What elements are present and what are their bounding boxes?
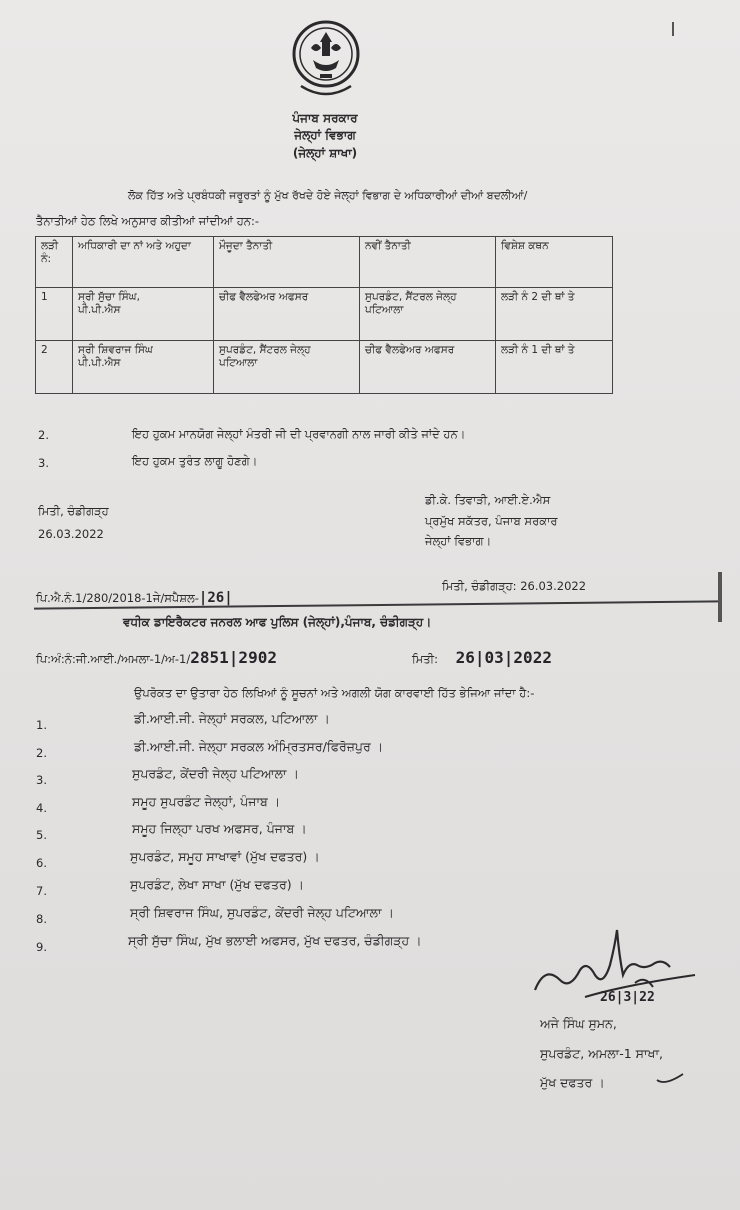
header-department: ਜੇਲ੍ਹਾਂ ਵਿਭਾਗ bbox=[294, 128, 356, 142]
cell-sr: 1 bbox=[36, 288, 73, 341]
header-branch: (ਜੇਲ੍ਹਾਂ ਸ਼ਾਖਾ) bbox=[292, 146, 358, 160]
officer-name: ਸ੍ਰੀ ਸ਼ਿਵਰਾਜ ਸਿੰਘ bbox=[78, 344, 153, 356]
memo-number-text: ਪਿ.ਐ.ਨੰ.1/280/2018-1ਜੇ/ਸਪੈਸ਼ਲ- bbox=[36, 591, 199, 605]
recipient-number: 8. bbox=[36, 912, 47, 926]
transfer-table bbox=[35, 236, 613, 394]
signatory-office-2: ਮੁੱਖ ਦਫਤਰ । bbox=[540, 1075, 605, 1090]
cell-current bbox=[214, 341, 360, 394]
new-posting: ਚੀਫ ਵੈਲਫੇਅਰ ਅਫਸਰ bbox=[365, 344, 455, 356]
cell-current bbox=[214, 288, 360, 341]
officer-designation: ਪੀ.ਪੀ.ਐਸ bbox=[78, 304, 121, 316]
signature-date-handwritten: 26|3|22 bbox=[600, 990, 655, 1005]
clause-3-text: ਇਹ ਹੁਕਮ ਤੁਰੰਤ ਲਾਗੂ ਹੋਣਗੇ। bbox=[132, 454, 258, 468]
place-label: ਮਿਤੀ, ਚੰਡੀਗੜ੍ਹ bbox=[38, 504, 109, 518]
endorsement-intro: ਉਪਰੋਕਤ ਦਾ ਉਤਾਰਾ ਹੇਠ ਲਿਖਿਆਂ ਨੂੰ ਸੂਚਨਾਂ ਅਤੇ ਅਗਲੀ ਯੋਗ ਕਾਰਵਾਈ ਹਿੱਤ ਭੇਜਿਆ ਜਾਂਦਾ ਹੈ:- bbox=[134, 686, 535, 700]
punjab-govt-emblem-icon bbox=[291, 18, 361, 104]
signatory-title-2: ਸੁਪਰਡੰਟ, ਅਮਲਾ-1 ਸਾਖਾ, bbox=[540, 1046, 664, 1061]
recipient-number: 2. bbox=[36, 746, 47, 760]
col-header-current: ਮੌਜੂਦਾ ਤੈਨਾਤੀ bbox=[214, 237, 360, 288]
signatory-name: ਡੀ.ਕੇ. ਤਿਵਾੜੀ, ਆਈ.ਏ.ਐਸ bbox=[425, 493, 551, 507]
officer-name: ਸ੍ਰੀ ਸੁੱਚਾ ਸਿੰਘ, bbox=[78, 291, 140, 303]
recipient-text: ਸੁਪਰਡੰਟ, ਲੇਖਾ ਸਾਖਾ (ਮੁੱਖ ਦਫਤਰ) । bbox=[130, 877, 304, 892]
cell-remark: ਲੜੀ ਨੰ 2 ਦੀ ਥਾਂ ਤੇ bbox=[496, 288, 613, 341]
cell-sr: 2 bbox=[36, 341, 73, 394]
clause-2-number: 2. bbox=[38, 428, 49, 442]
cell-remark: ਲੜੀ ਨੰ 1 ਦੀ ਥਾਂ ਤੇ bbox=[496, 341, 613, 394]
recipient-text: ਸ੍ਰੀ ਸੁੱਚਾ ਸਿੰਘ, ਮੁੱਖ ਭਲਾਈ ਅਫਸਰ, ਮੁੱਖ ਦਫਤਰ, ਚੰਡੀਗੜ੍ਹ । bbox=[128, 933, 422, 948]
memo-date: ਮਿਤੀ, ਚੰਡੀਗੜ੍ਹ: 26.03.2022 bbox=[442, 579, 587, 593]
recipient-text: ਸੁਪਰਡੰਟ, ਸਮੂਹ ਸਾਖਾਵਾਂ (ਮੁੱਖ ਦਫਤਰ) । bbox=[130, 849, 320, 864]
cell-new bbox=[360, 288, 496, 341]
endorsement-date-label: ਮਿਤੀ: bbox=[412, 652, 438, 666]
recipient-number: 4. bbox=[36, 801, 47, 815]
clause-3-number: 3. bbox=[38, 456, 49, 470]
endorsement-date-handwritten: 26|03|2022 bbox=[455, 648, 552, 667]
new-posting-2: ਪਟਿਆਲਾ bbox=[365, 304, 404, 316]
intro-line-2: ਤੈਨਾਤੀਆਂ ਹੇਠ ਲਿਖੇ ਅਨੁਸਾਰ ਕੀਤੀਆਂ ਜਾਂਦੀਆਂ ਹਨ:- bbox=[36, 214, 260, 228]
recipient-text: ਡੀ.ਆਈ.ਜੀ. ਜੇਲ੍ਹਾਂ ਸਰਕਲ, ਪਟਿਆਲਾ । bbox=[134, 711, 330, 726]
header-government: ਪੰਜਾਬ ਸਰਕਾਰ bbox=[292, 111, 358, 125]
col-header-new: ਨਵੀਂ ਤੈਨਾਤੀ bbox=[360, 237, 496, 288]
signatory-title: ਪ੍ਰਮੁੱਖ ਸਕੱਤਰ, ਪੰਜਾਬ ਸਰਕਾਰ bbox=[425, 514, 558, 528]
table-row bbox=[36, 288, 613, 341]
recipient-text: ਸ੍ਰੀ ਸ਼ਿਵਰਾਜ ਸਿੰਘ, ਸੁਪਰਡੰਟ, ਕੇਂਦਰੀ ਜੇਲ੍ਹ ਪਟਿਆਲਾ । bbox=[130, 905, 394, 920]
memo-number bbox=[36, 590, 233, 606]
recipient-number: 6. bbox=[36, 856, 47, 870]
cell-name bbox=[73, 288, 214, 341]
signatory-name-2: ਅਜੇ ਸਿੰਘ ਸੁਮਨ, bbox=[540, 1016, 617, 1031]
endorsement-ref-prefix: ਪਿ:ਅੰ:ਨੰ:ਜੀ.ਆਈ./ਅਮਲਾ-1/ਅ-1/ bbox=[36, 652, 191, 666]
intro-line-1: ਲੋਕ ਹਿੱਤ ਅਤੇ ਪ੍ਰਬੰਧਕੀ ਜਰੂਰਤਾਂ ਨੂੰ ਮੁੱਖ ਰੱਖਦੇ ਹੋਏ ਜੇਲ੍ਹਾਂ ਵਿਭਾਗ ਦੇ ਅਧਿਕਾਰੀਆਂ ਦੀਆਂ ਬਦਲੀਆਂ/ bbox=[128, 189, 528, 202]
endorsement-from: ਵਧੀਕ ਡਾਇਰੈਕਟਰ ਜਨਰਲ ਆਫ ਪੁਲਿਸ (ਜੇਲ੍ਹਾਂ),ਪੰਜਾਬ, ਚੰਡੀਗੜ੍ਹ। bbox=[123, 615, 432, 629]
table-header-row bbox=[36, 237, 613, 288]
endorsement-date bbox=[412, 648, 552, 667]
recipient-number: 9. bbox=[36, 940, 47, 954]
current-posting: ਸੁਪਰਡੰਟ, ਸੈਂਟਰਲ ਜੇਲ੍ਹ bbox=[219, 344, 311, 356]
scan-edge-mark bbox=[672, 22, 674, 36]
recipient-text: ਸਮੂਹ ਜਿਲ੍ਹਾ ਪਰਖ ਅਫਸਰ, ਪੰਜਾਬ । bbox=[132, 821, 307, 836]
new-posting: ਸੁਪਰਡੰਟ, ਸੈਂਟਰਲ ਜੇਲ੍ਹ bbox=[365, 291, 457, 303]
col-header-sr: ਲੜੀ ਨੰ: bbox=[36, 237, 73, 288]
recipient-number: 7. bbox=[36, 884, 47, 898]
pen-mark bbox=[655, 1072, 685, 1086]
col-header-name: ਅਧਿਕਾਰੀ ਦਾ ਨਾਂ ਅਤੇ ਅਹੁਦਾ bbox=[73, 237, 214, 288]
memo-number-handwritten: |26| bbox=[198, 590, 233, 606]
col-header-remarks: ਵਿਸ਼ੇਸ਼ ਕਥਨ bbox=[496, 237, 613, 288]
current-posting: ਚੀਫ ਵੈਲਫੇਅਰ ਅਫਸਰ bbox=[219, 291, 309, 303]
recipient-number: 1. bbox=[36, 718, 47, 732]
recipient-text: ਸੁਪਰਡੰਟ, ਕੇਂਦਰੀ ਜੇਲ੍ਹ ਪਟਿਆਲਾ । bbox=[132, 766, 299, 781]
scan-edge-mark bbox=[718, 572, 722, 622]
clause-2-text: ਇਹ ਹੁਕਮ ਮਾਨਯੋਗ ਜੇਲ੍ਹਾਂ ਮੰਤਰੀ ਜੀ ਦੀ ਪ੍ਰਵਾਨਗੀ ਨਾਲ ਜਾਰੀ ਕੀਤੇ ਜਾਂਦੇ ਹਨ। bbox=[132, 427, 466, 441]
recipient-text: ਡੀ.ਆਈ.ਜੀ. ਜੇਲ੍ਹਾ ਸਰਕਲ ਅੰਮ੍ਰਿਤਸਰ/ਫਿਰੋਜ਼ਪੁਰ । bbox=[134, 739, 384, 754]
recipient-number: 5. bbox=[36, 828, 47, 842]
endorsement-ref-handwritten: 2851|2902 bbox=[190, 648, 277, 667]
signatory-dept: ਜੇਲ੍ਹਾਂ ਵਿਭਾਗ। bbox=[425, 534, 492, 548]
order-date: 26.03.2022 bbox=[38, 527, 104, 541]
cell-name bbox=[73, 341, 214, 394]
table-row bbox=[36, 341, 613, 394]
recipient-number: 3. bbox=[36, 773, 47, 787]
recipient-text: ਸਮੂਹ ਸੁਪਰਡੰਟ ਜੇਲ੍ਹਾਂ, ਪੰਜਾਬ । bbox=[132, 794, 281, 809]
endorsement-ref bbox=[36, 648, 277, 667]
current-posting-2: ਪਟਿਆਲਾ bbox=[219, 357, 258, 369]
cell-new bbox=[360, 341, 496, 394]
officer-designation: ਪੀ.ਪੀ.ਐਸ bbox=[78, 357, 121, 369]
